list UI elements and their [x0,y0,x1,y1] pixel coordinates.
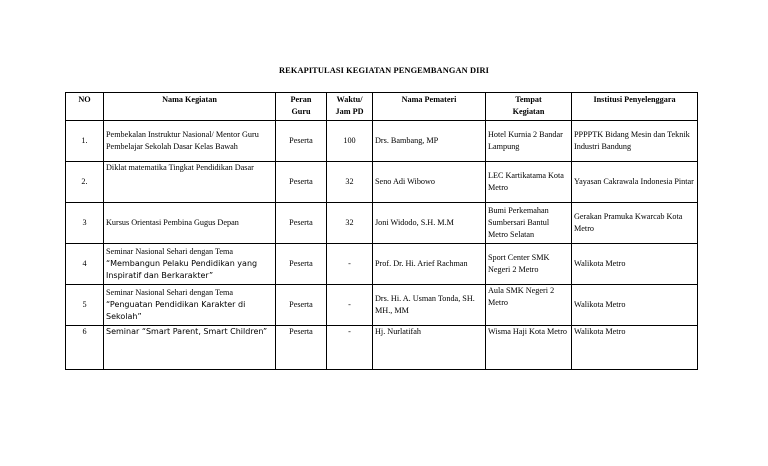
cell-peran: Peserta [276,203,327,244]
header-institusi: Institusi Penyelenggara [572,93,698,121]
table-row [66,121,698,162]
cell-no: 3 [66,203,104,244]
cell-kegiatan: Diklat matematika Tingkat Pendidikan Dasar [104,162,276,203]
cell-pemateri: Hj. Nurlatifah [373,326,486,370]
cell-institusi: Gerakan Pramuka Kwarcab Kota Metro [572,203,698,244]
header-row [66,93,698,121]
cell-pemateri: Drs. Hi. A. Usman Tonda, SH. MH., MM [373,285,486,326]
cell-peran: Peserta [276,244,327,285]
cell-kegiatan-line1: Seminar Nasional Sehari dengan Tema [106,288,234,297]
cell-peran: Peserta [276,121,327,162]
header-waktu-line1: Waktu/ [336,95,363,104]
cell-waktu: 32 [327,162,373,203]
table-row [66,326,698,370]
table-row [66,203,698,244]
cell-tempat: Wisma Haji Kota Metro [486,326,572,370]
cell-institusi: Walikota Metro [572,326,698,370]
header-peran-line1: Peran [290,95,312,104]
cell-institusi: PPPPTK Bidang Mesin dan Teknik Industri Bandung [572,121,698,162]
cell-no: 6 [66,326,104,370]
cell-peran: Peserta [276,285,327,326]
header-waktu [327,93,373,121]
cell-waktu: - [327,244,373,285]
cell-waktu: 100 [327,121,373,162]
cell-kegiatan [104,244,276,285]
header-tempat-line1: Tempat [515,95,542,104]
table-row [66,162,698,203]
header-waktu-line2: Jam PD [335,107,364,116]
cell-institusi: Yayasan Cakrawala Indonesia Pintar [572,162,698,203]
cell-pemateri: Drs. Bambang, MP [373,121,486,162]
cell-pemateri: Prof. Dr. Hi. Arief Rachman [373,244,486,285]
cell-kegiatan-line1: Seminar Nasional Sehari dengan Tema [106,247,234,256]
cell-tempat: Sport Center SMK Negeri 2 Metro [486,244,572,285]
header-tempat [486,93,572,121]
cell-kegiatan [104,285,276,326]
cell-waktu: - [327,326,373,370]
header-tempat-line2: Kegiatan [512,107,545,116]
cell-waktu: - [327,285,373,326]
cell-institusi: Walikota Metro [572,285,698,326]
cell-tempat: Bumi Perkemahan Sumbersari Bantul Metro Selatan [486,203,572,244]
cell-tempat: LEC Kartikatama Kota Metro [486,162,572,203]
table-row [66,244,698,285]
cell-pemateri: Joni Widodo, S.H. M.M [373,203,486,244]
cell-kegiatan-theme: “Membangun Pelaku Pendidikan yang Inspiratif dan Berkarakter” [106,259,258,280]
cell-peran: Peserta [276,326,327,370]
cell-institusi: Walikota Metro [572,244,698,285]
cell-kegiatan: Seminar “Smart Parent, Smart Children” [104,326,276,370]
cell-no: 5 [66,285,104,326]
cell-kegiatan-theme: “Penguatan Pendidikan Karakter di Sekolah” [106,300,246,321]
page-title: REKAPITULASI KEGIATAN PENGEMBANGAN DIRI [279,66,489,75]
header-pemateri: Nama Pemateri [373,93,486,121]
cell-pemateri: Seno Adi Wibowo [373,162,486,203]
cell-no: 1. [66,121,104,162]
cell-peran: Peserta [276,162,327,203]
cell-no: 2. [66,162,104,203]
header-no: NO [66,93,104,121]
cell-kegiatan: Kursus Orientasi Pembina Gugus Depan [104,203,276,244]
header-nama-kegiatan: Nama Kegiatan [104,93,276,121]
cell-no: 4 [66,244,104,285]
header-peran [276,93,327,121]
cell-tempat: Hotel Kurnia 2 Bandar Lampung [486,121,572,162]
rekap-table [65,92,698,370]
table-row [66,285,698,326]
cell-waktu: 32 [327,203,373,244]
cell-kegiatan: Pembekalan Instruktur Nasional/ Mentor Guru Pembelajar Sekolah Dasar Kelas Bawah [104,121,276,162]
cell-tempat: Aula SMK Negeri 2 Metro [486,285,572,326]
header-peran-line2: Guru [291,107,311,116]
